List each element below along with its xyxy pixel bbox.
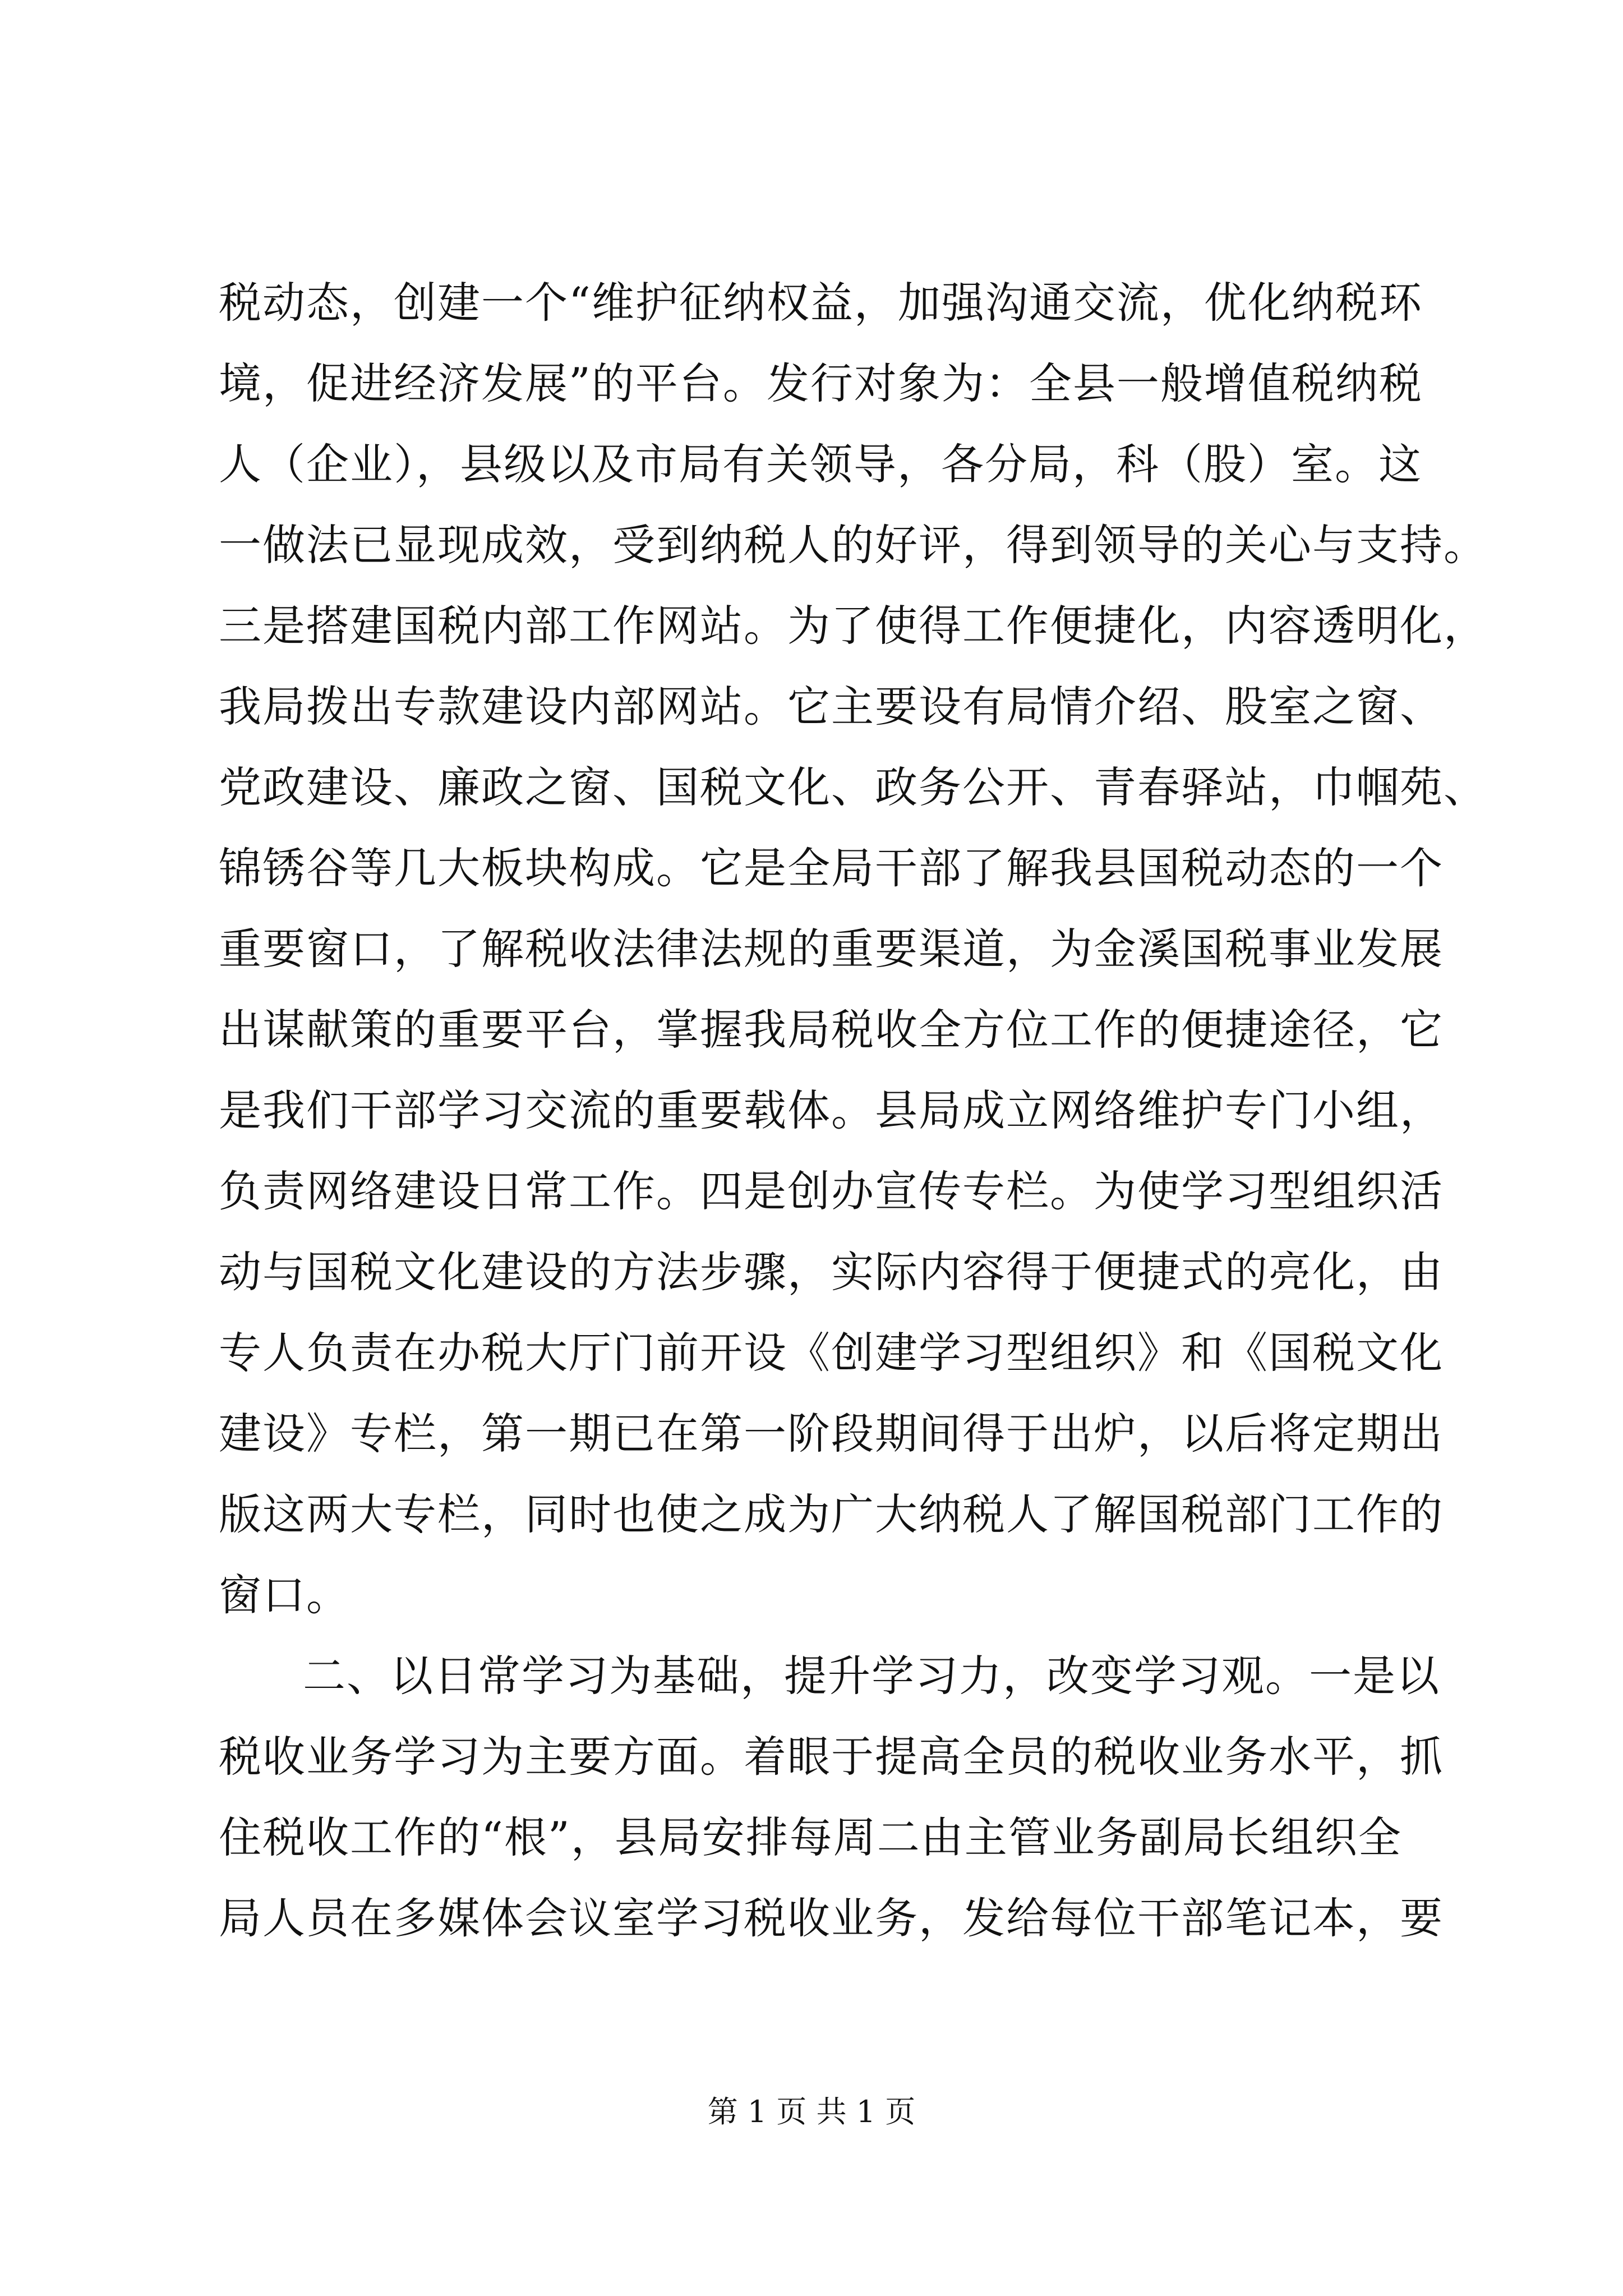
text-line: 人（企业），县级以及市局有关领导，各分局，科（股）室。这: [219, 439, 1422, 489]
text-line: 动与国税文化建设的方法步骤，实际内容得于便捷式的亮化，由: [219, 1247, 1444, 1297]
text-line: 住税收工作的“根”，县局安排每周二由主管业务副局长组织全: [219, 1812, 1402, 1862]
body-text: [219, 263, 1487, 1959]
text-line: 负责网络建设日常工作。四是创办宣传专栏。为使学习型组织活: [219, 1166, 1444, 1216]
text-line: 境，促进经济发展”的平台。发行对象为：全县一般增值税纳税: [219, 358, 1423, 408]
text-line: 局人员在多媒体会议室学习税收业务，发给每位干部笔记本，要: [219, 1893, 1444, 1943]
text-line: 版这两大专栏，同时也使之成为广大纳税人了解国税部门工作的: [219, 1489, 1444, 1539]
text-line: 一做法已显现成效，受到纳税人的好评，得到领导的关心与支持。: [219, 520, 1487, 570]
text-line: 是我们干部学习交流的重要载体。县局成立网络维护专门小组，: [219, 1085, 1444, 1135]
text-line: 三是搭建国税内部工作网站。为了使得工作便捷化，内容透明化，: [219, 601, 1487, 651]
page-footer: 第 1 页 共 1 页: [707, 2094, 916, 2129]
text-line: 税收业务学习为主要方面。着眼于提高全员的税收业务水平，抓: [219, 1732, 1444, 1782]
paragraph-start-line: 二、以日常学习为基础，提升学习力，改变学习观。一是以: [303, 1651, 1440, 1701]
text-line: 窗口。: [219, 1570, 350, 1620]
text-line: 党政建设、廉政之窗、国税文化、政务公开、青春驿站，巾帼苑、: [219, 762, 1487, 812]
text-line: 税动态，创建一个“维护征纳权益，加强沟通交流，优化纳税环: [219, 278, 1423, 328]
text-line: 锦锈谷等几大板块构成。它是全局干部了解我县国税动态的一个: [219, 843, 1444, 893]
text-line: 我局拨出专款建设内部网站。它主要设有局情介绍、股室之窗、: [219, 682, 1444, 731]
text-line: 重要窗口，了解税收法律法规的重要渠道，为金溪国税事业发展: [219, 924, 1444, 974]
text-line: 出谋献策的重要平台，掌握我局税收全方位工作的便捷途径，它: [219, 1005, 1444, 1055]
text-line: 建设》专栏，第一期已在第一阶段期间得于出炉，以后将定期出: [219, 1409, 1444, 1458]
text-line: 专人负责在办税大厅门前开设《创建学习型组织》和《国税文化: [219, 1328, 1444, 1378]
